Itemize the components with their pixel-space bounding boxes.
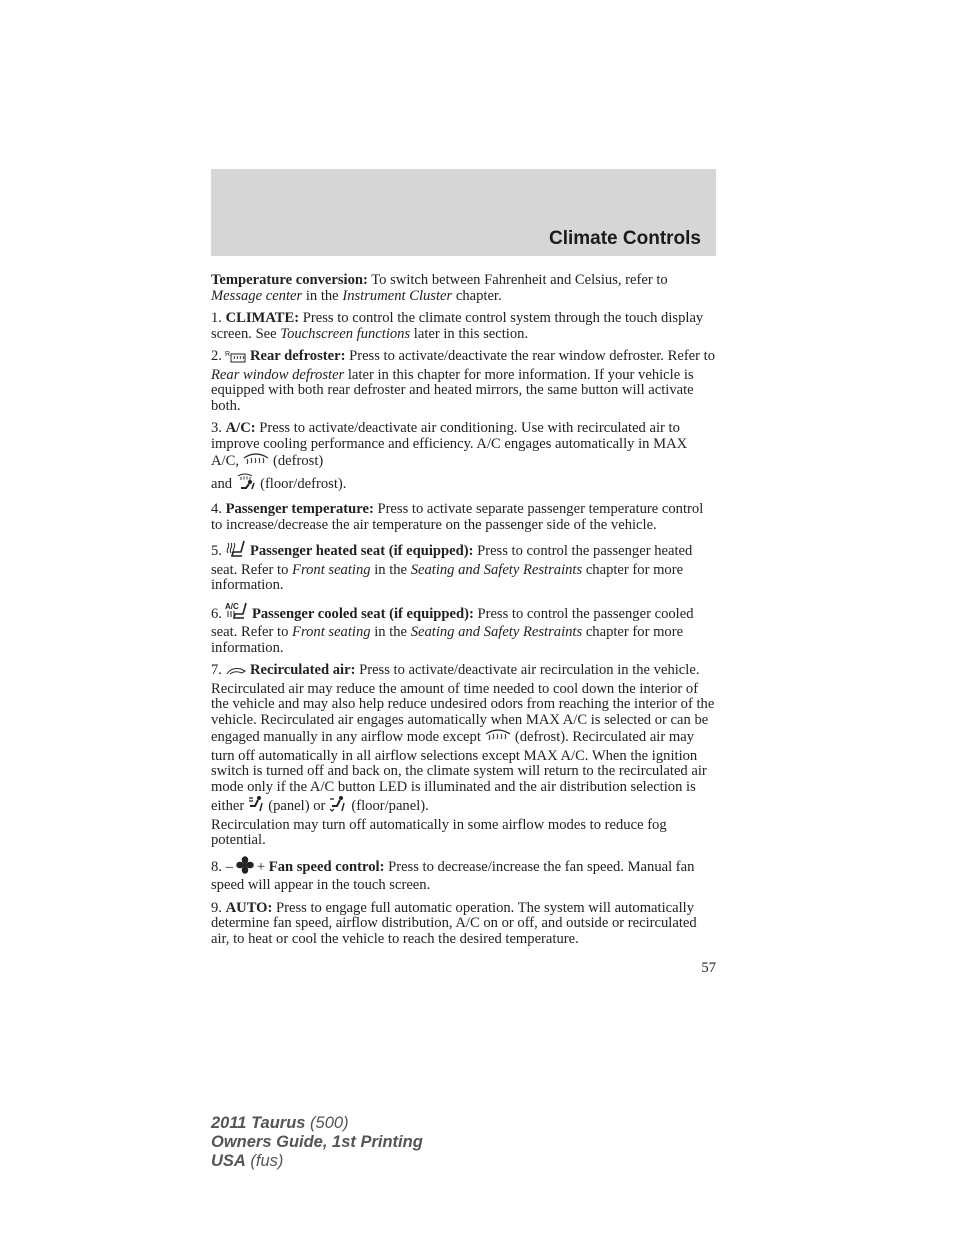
recirculation-icon bbox=[225, 665, 247, 682]
term-label: Recirculated air: bbox=[249, 662, 356, 678]
footer-line: Owners Guide, 1st Printing bbox=[211, 1133, 423, 1151]
footer-print-info bbox=[211, 1114, 423, 1171]
term-label: Passenger temperature: bbox=[225, 501, 374, 517]
paragraph-passenger-cooled-seat: 6. A/C Passenger cooled seat (if equipped): Press to control the passenger cooled seat. Refer to Front seating in the Seating and Safety Restraints chapter for more information. bbox=[211, 601, 694, 656]
chapter-header-band bbox=[211, 169, 716, 256]
rear-defrost-icon bbox=[225, 349, 247, 368]
term-label: Fan speed control: bbox=[268, 858, 385, 875]
cross-reference: Front seating bbox=[292, 624, 371, 640]
cross-reference: Front seating bbox=[292, 561, 371, 578]
item-number: 3. bbox=[211, 420, 222, 436]
svg-text:R: R bbox=[224, 351, 231, 358]
paragraph-temperature-conversion: Temperature conversion: To switch between Fahrenheit and Celsius, refer to Message center in the Instrument Cluster chapter. bbox=[211, 272, 668, 304]
cross-reference: Instrument Cluster bbox=[342, 287, 453, 304]
svg-text:A/C: A/C bbox=[224, 601, 239, 611]
item-number: 7. bbox=[211, 662, 222, 678]
cross-reference: Seating and Safety Restraints bbox=[410, 624, 583, 640]
paragraph-passenger-heated-seat: 5. Passenger heated seat (if equipped): Press to control the passenger heated seat. Refer to Front seating in the Seating and Safety Restraints chapter for more information. bbox=[211, 540, 717, 594]
paragraph-ac: 3. A/C: Press to activate/deactivate air conditioning. Use with recirculated air to improve cooling performance and efficiency. A/C engages automatically in MAX A/C, (defrost) and (floor/defrost). bbox=[211, 421, 717, 495]
paragraph-fan-speed: 8. – + Fan speed control: Press to decrease/increase the fan speed. Manual fan speed will appear in the touch screen. bbox=[211, 856, 717, 894]
term-label: AUTO: bbox=[225, 899, 273, 916]
paragraph-recirculated-air: 7. Recirculated air: Press to activate/deactivate air recirculation in the vehicle. Recirculated air may reduce the amount of time needed to cool down the interior of the vehicle and may also help reduce undesired odors from reaching the interior of the vehicle. Recirculated air engages automatically when MAX A/C is selected or can be engaged manually in any airflow mode except (defrost). Recirculated air may turn off automatically in all airflow selections except MAX A/C. When the ignition switch is turned off and back on, the climate system will return to the recirculated air mode only if the A/C button LED is illuminated and the air distribution selection is either (panel) or (floor/panel). Recirculation may turn off automatically in some airflow modes to reduce fog potential. bbox=[211, 662, 715, 848]
fan-icon bbox=[236, 856, 254, 879]
defrost-icon bbox=[242, 452, 270, 473]
paragraph-passenger-temperature: 4. Passenger temperature: Press to activate separate passenger temperature control to increase/decrease the air temperature on the passenger side of the vehicle. bbox=[211, 501, 704, 533]
page-content bbox=[211, 273, 717, 954]
cross-reference: Message center bbox=[211, 287, 303, 304]
paragraph-rear-defroster: 2. R Rear defroster: Press to activate/deactivate the rear window defroster. Refer to Rear window defroster later in this chapter for more information. If your vehicle is equipped with both rear defroster and heated mirrors, the same button will activate both. bbox=[211, 348, 716, 414]
item-number: 4. bbox=[211, 501, 222, 517]
footer-line: USA (fus) bbox=[211, 1152, 284, 1170]
term-label: Temperature conversion: bbox=[211, 272, 368, 288]
term-label: CLIMATE: bbox=[225, 310, 300, 326]
page-number: 57 bbox=[701, 960, 716, 976]
term-label: Passenger heated seat (if equipped): bbox=[249, 543, 474, 559]
footer-line: 2011 Taurus (500) bbox=[211, 1114, 349, 1132]
term-label: Passenger cooled seat (if equipped): bbox=[251, 605, 474, 622]
defrost-icon bbox=[484, 728, 512, 749]
item-number: 9. bbox=[211, 899, 222, 916]
cross-reference: Touchscreen functions bbox=[280, 325, 411, 342]
item-number: 6. bbox=[211, 605, 222, 622]
item-number: 5. bbox=[211, 543, 222, 559]
floor-defrost-icon bbox=[235, 473, 257, 496]
paragraph-climate: 1. CLIMATE: Press to control the climate control system through the touch display screen. See Touchscreen functions later in this section. bbox=[211, 310, 704, 342]
item-number: 2. bbox=[211, 348, 222, 364]
item-number: 8. – bbox=[211, 858, 233, 875]
term-label: Rear defroster: bbox=[249, 348, 346, 364]
cross-reference: Rear window defroster bbox=[211, 366, 345, 383]
page-title: Climate Controls bbox=[548, 228, 701, 249]
term-label: A/C: bbox=[225, 420, 256, 436]
floor-panel-airflow-icon bbox=[328, 795, 348, 818]
heated-seat-icon bbox=[225, 540, 247, 563]
paragraph-auto: 9. AUTO: Press to engage full automatic operation. The system will automatically determine fan speed, airflow distribution, A/C on or off, and outside or recirculated air, to heat or cool the vehicle to reach the desired temperature. bbox=[211, 899, 697, 947]
panel-airflow-icon bbox=[247, 795, 265, 818]
item-number: 1. bbox=[211, 310, 222, 326]
cooled-seat-icon bbox=[225, 601, 249, 626]
cross-reference: Seating and Safety Restraints bbox=[410, 561, 583, 578]
